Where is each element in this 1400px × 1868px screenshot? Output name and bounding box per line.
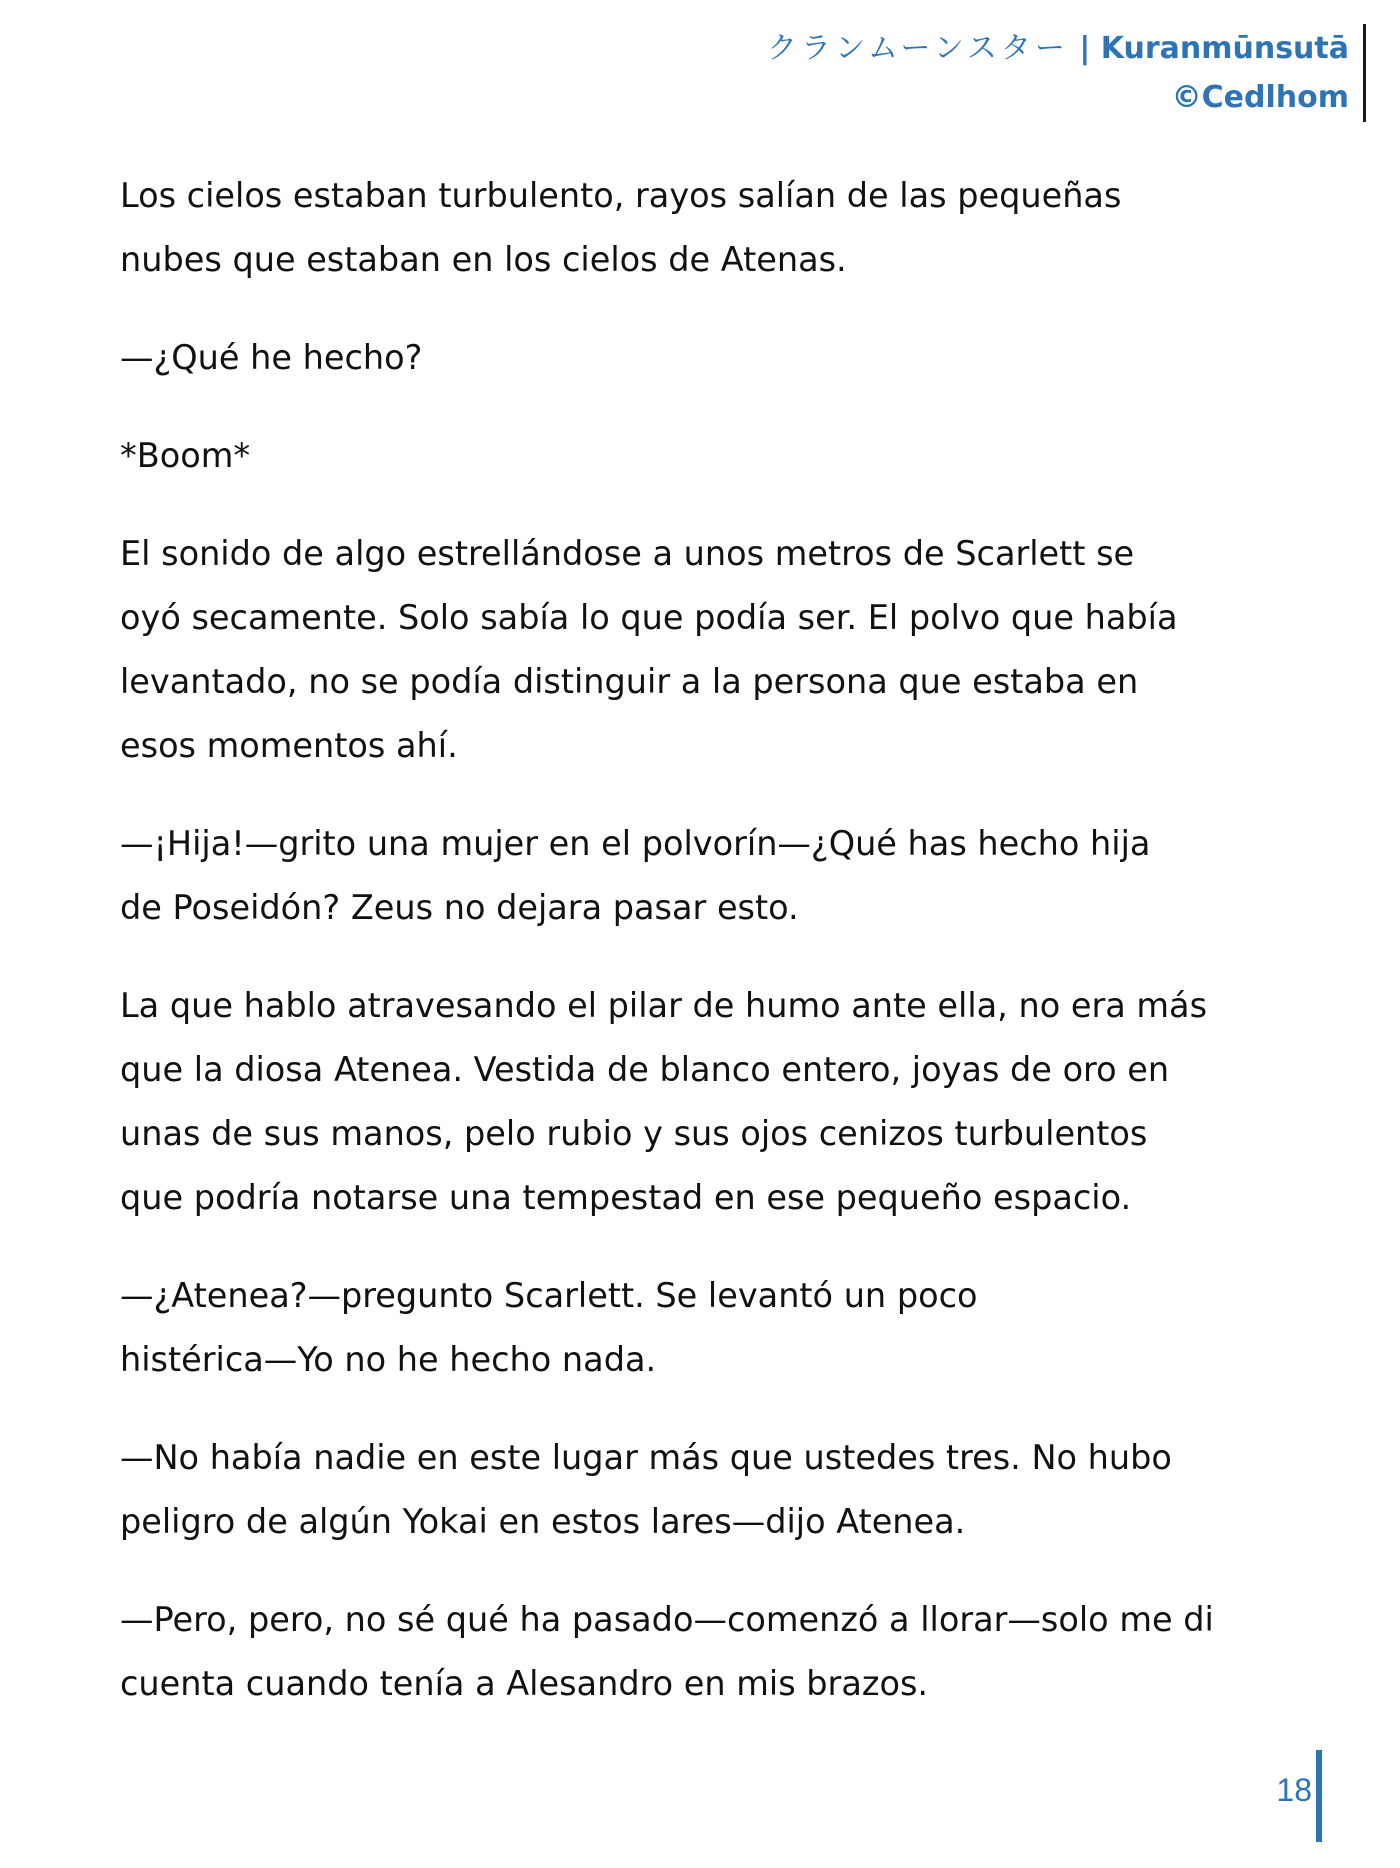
page-header (767, 24, 1366, 122)
paragraph-2: —¿Qué he hecho? (120, 338, 423, 377)
paragraph-5: —¡Hija!—grito una mujer en el polvorín—¿Qué has hecho hija de Poseidón? Zeus no dejara pasar esto. (120, 824, 1151, 927)
header-separator: | (1079, 31, 1091, 66)
header-romaji-title: Kuranmūnsutā (1100, 31, 1349, 66)
paragraph-4: El sonido de algo estrellándose a unos metros de Scarlett se oyó secamente. Solo sabía lo que podía ser. El polvo que había levantado, no se podía distinguir a la persona que estaba en esos momentos ahí. (120, 534, 1178, 765)
paragraph-7: —¿Atenea?—pregunto Scarlett. Se levantó un poco histérica—Yo no he hecho nada. (120, 1276, 978, 1379)
paragraph-9: —Pero, pero, no sé qué ha pasado—comenzó a llorar—solo me di cuenta cuando tenía a Alesandro en mis brazos. (120, 1600, 1214, 1703)
header-japanese-title: クランムーンスター (767, 31, 1069, 66)
paragraph-3: *Boom* (120, 436, 251, 475)
paragraph-6: La que hablo atravesando el pilar de humo ante ella, no era más que la diosa Atenea. Vestida de blanco entero, joyas de oro en unas de sus manos, pelo rubio y sus ojos cenizos turbulentos que podría notarse una tempestad en ese pequeño espacio. (120, 986, 1208, 1217)
page-number: 18 (1276, 1772, 1312, 1808)
header-copyright: ©Cedlhom (1171, 80, 1349, 115)
paragraph-8: —No había nadie en este lugar más que ustedes tres. No hubo peligro de algún Yokai en estos lares—dijo Atenea. (120, 1438, 1172, 1541)
page-number-bar (1316, 1750, 1322, 1842)
paragraph-1: Los cielos estaban turbulento, rayos salían de las pequeñas nubes que estaban en los cielos de Atenas. (120, 176, 1122, 279)
page-body (120, 164, 1300, 1750)
header-title-line (767, 24, 1349, 74)
